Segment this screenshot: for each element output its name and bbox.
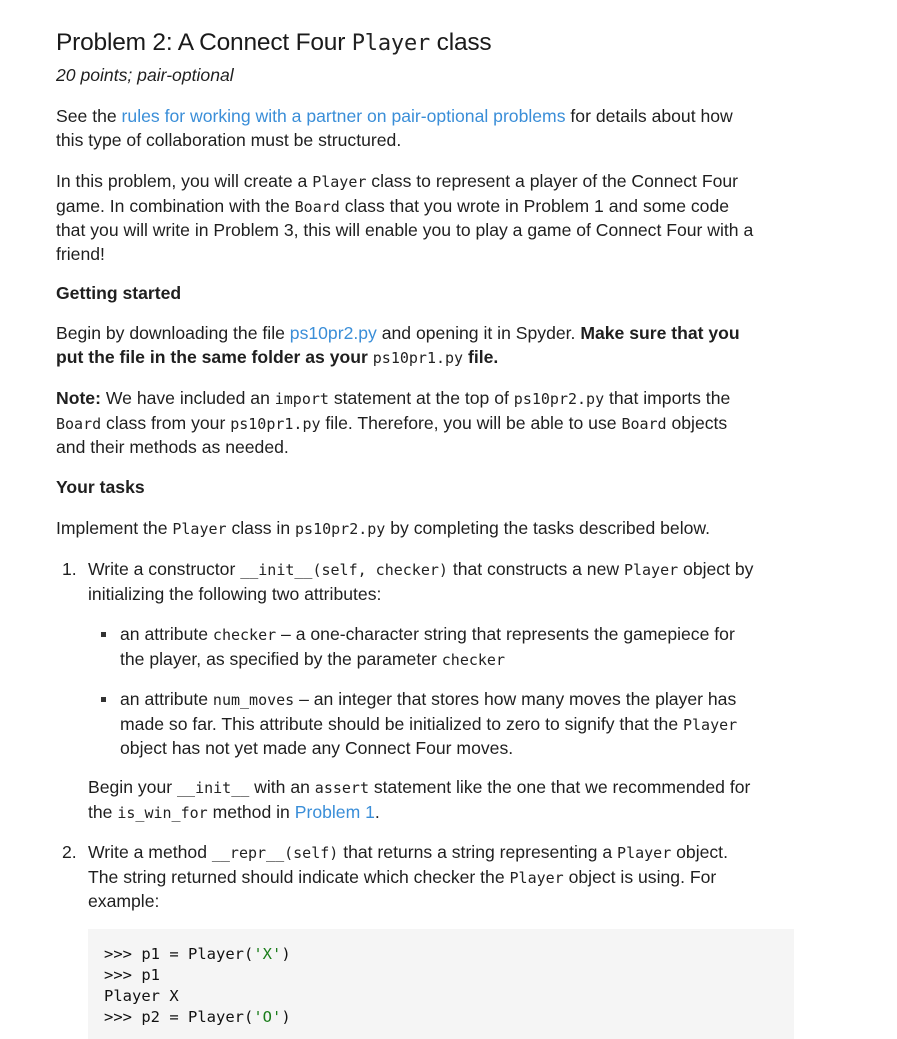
your-tasks-heading: Your tasks bbox=[56, 477, 145, 497]
getting-started-paragraph: Begin by downloading the file ps10pr2.py and opening it in Spyder. Make sure that you put the file in the same folder as your ps10pr1.py file. bbox=[56, 323, 740, 367]
bullet-num-moves: an attribute num_moves – an integer that stores how many moves the player has made so far. This attribute should be initialized to zero to signify that the Player object has not yet made any Connect Four moves. bbox=[120, 689, 738, 759]
bullet-marker bbox=[101, 697, 106, 702]
task-1-text: Write a constructor __init__(self, checker) that constructs a new Player object by initializing the following two attributes: bbox=[88, 559, 754, 604]
problem-1-link[interactable]: Problem 1 bbox=[294, 801, 375, 822]
code-example-block bbox=[88, 929, 794, 1039]
bullet-marker bbox=[101, 632, 106, 637]
intro-paragraph-2: In this problem, you will create a Player class to represent a player of the Connect Four game. In combination with the Board class that you wrote in Problem 1 and some code that you will write in Problem 3, this will enable you to play a game of Connect Four with a friend! bbox=[56, 171, 754, 264]
intro-paragraph-1: See the rules for working with a partner on pair-optional problems for details about how this type of collaboration must be structured. bbox=[56, 106, 733, 150]
task-1-number: 1. bbox=[62, 559, 77, 579]
bullet-checker: an attribute checker – a one-character string that represents the gamepiece for the player, as specified by the parameter checker bbox=[120, 624, 735, 669]
getting-started-heading: Getting started bbox=[56, 283, 182, 303]
note-paragraph: Note: We have included an import statement at the top of ps10pr2.py that imports the Board class from your ps10pr1.py file. Therefore, you will be able to use Board objects and their methods as needed. bbox=[56, 388, 731, 458]
page-title: Problem 2: A Connect Four Player class bbox=[56, 29, 492, 56]
points-info: 20 points; pair-optional bbox=[56, 65, 234, 85]
code-example: >>> p1 = Player('X') >>> p1 Player X >>> p2 = Player('O') bbox=[104, 945, 291, 1026]
task-2-text: Write a method __repr__(self) that returns a string representing a Player object. The string returned should indicate which checker the Player object is using. For example: bbox=[88, 842, 728, 912]
tasks-intro: Implement the Player class in ps10pr2.py by completing the tasks described below. bbox=[56, 518, 711, 538]
task-1-assert-note: Begin your __init__ with an assert statement like the one that we recommended for the is_win_for method in Problem 1. bbox=[88, 777, 751, 822]
ps10pr2-download-link[interactable]: ps10pr2.py bbox=[289, 323, 377, 343]
task-2-number: 2. bbox=[62, 842, 77, 862]
pair-rules-link[interactable]: rules for working with a partner on pair-optional problems bbox=[121, 106, 566, 126]
